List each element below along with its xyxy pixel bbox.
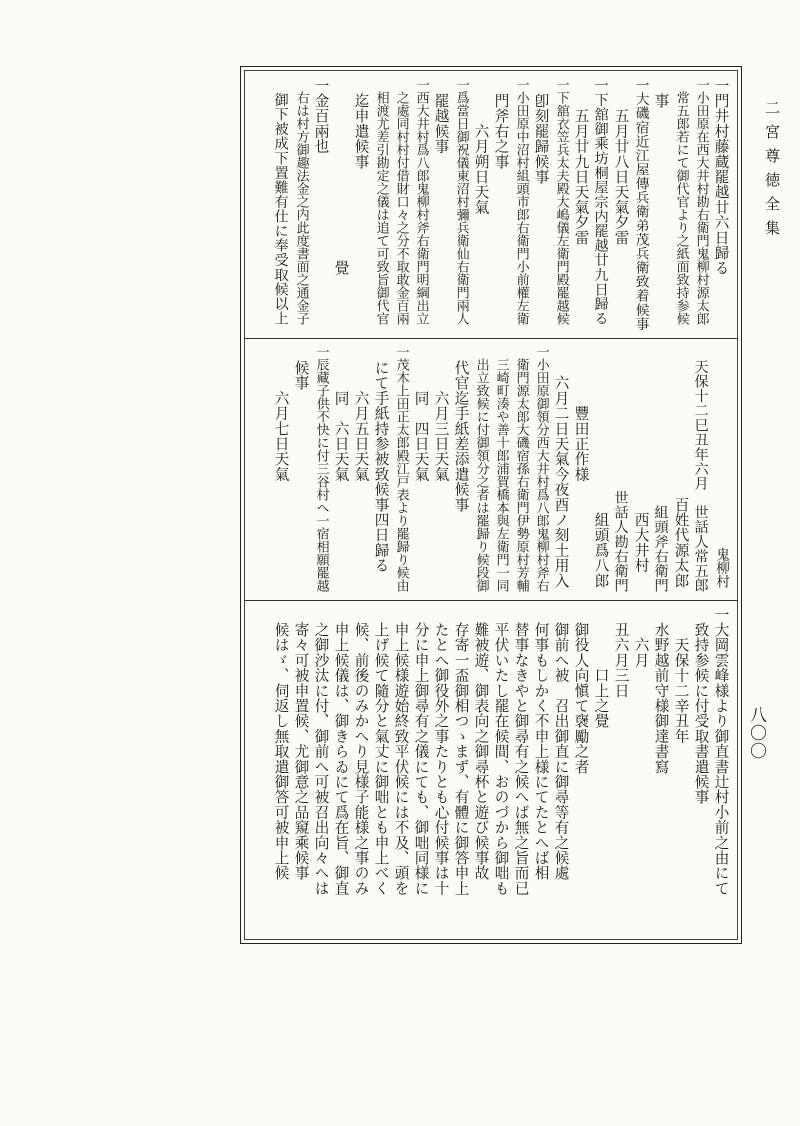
text-column: 御下被成下置難有仕に奉受取候以上 — [272, 78, 289, 326]
text-column: 口上之覺 — [592, 607, 610, 729]
text-column: 一小田原御領分西大井村爲八郎鬼柳村斧右 — [533, 345, 549, 592]
text-column: 上げ候て隨分と氣丈に御咄とも申上べく — [372, 607, 390, 896]
section-divider-2 — [244, 600, 738, 601]
page-number: 八〇〇 — [746, 706, 766, 760]
text-column: 何事もしかく不申上様にてたとへば相 — [532, 607, 550, 881]
text-column: 丑六月三日 — [612, 607, 630, 699]
text-column: 分に申上御尋有之儀にても、御咄同様に — [412, 607, 430, 896]
text-column: 天保十二巳丑年六月 世話人常五郎 — [692, 345, 709, 593]
text-column: 御前へ被 召出御直に御尋等有之候處 — [552, 607, 570, 881]
text-column: 相渡尤差引勘定之儀は追て可致旨御代官 — [373, 78, 389, 325]
text-column: 一茂木上田正太郎殿江戸表より罷歸り候由 — [393, 345, 409, 592]
text-column: 世話人勘右衛門 — [612, 345, 629, 593]
text-column: 一爲當日御祝儀東沼村彌兵衛仙右衛門兩人 — [453, 78, 469, 325]
text-column: 六月三日天氣 — [432, 345, 450, 482]
text-column: 一下舘御乘坊桐屋宗内罷越廿九日歸る — [592, 78, 609, 326]
text-column: 西大井村 — [632, 345, 650, 573]
text-column: 寄々可被申置候、尤御意之品窺乘候事 — [292, 607, 310, 881]
text-column: 申上候様遊始終致平伏候には不及、頭を — [392, 607, 410, 896]
text-column: 一下舘衣笠兵太夫殿大嶋儀左衛門殿罷越候 — [553, 78, 569, 325]
text-column: 罷越候事 — [432, 78, 450, 154]
text-column: 天保十二辛丑年 — [672, 607, 690, 744]
text-column: 一大磯宿近江屋傳兵衛弟茂兵衛致着候事 — [632, 78, 649, 331]
text-column: 六月七日天氣 — [272, 345, 290, 482]
text-column: 迄申遣候事 — [352, 78, 370, 170]
text-column: 衛門源太郎大磯宿孫右衛門伊勢原村芳輔 — [513, 345, 529, 592]
text-column: 致持参候に付受取書遣候事 — [692, 607, 710, 805]
text-column: 一小田原中沼村組頭市郎右衛門小前權左衛 — [513, 78, 529, 325]
text-column: 一辰藏子供不快に付三谷村へ一宿相願罷越 — [313, 345, 329, 592]
text-column: 申上候儀は、御きらゐにて爲在旨、御直 — [332, 607, 350, 896]
text-column: 存寄一盃御相つゝまず、有體に御答申上 — [452, 607, 470, 896]
text-column: 同 四日天氣 — [412, 345, 430, 482]
text-column: 組頭斧右衛門 — [652, 345, 669, 593]
text-column: 豐田正作様 — [572, 345, 590, 482]
text-column: 候事 — [292, 345, 310, 391]
text-column: 代官迄手紙差添遣候事 — [452, 345, 470, 513]
text-column: 一小田原在西大井村勘右衛門鬼柳村源太郎 — [693, 78, 709, 325]
text-column: 組頭爲八郎 — [592, 345, 610, 589]
text-column: 百姓代源太郎 — [672, 345, 690, 589]
text-column: 出立致候に付御領分之者は罷歸り候段御 — [473, 345, 489, 592]
text-column: 同 六日天氣 — [332, 345, 350, 482]
text-column: 一金百兩也 — [312, 78, 330, 154]
text-column: 六月二日天氣今夜酉ノ刻土用入 — [552, 345, 570, 589]
text-column: 五月廿八日天氣夕雷 — [612, 78, 630, 246]
text-column: 一門井村藤蔵罷越廿六日歸る — [712, 78, 730, 276]
text-column: にて手紙持参被致候事四日歸る — [372, 345, 390, 573]
text-column: 之御沙汰に付、御前へ可被召出向々へは — [312, 607, 330, 896]
text-column: 覺 — [332, 78, 350, 276]
text-column: 常五郎若にて御代官より之紙面致持参候 — [673, 78, 689, 325]
text-column: 一大岡雲峰様より御直書辻村小前之由にて — [712, 607, 730, 896]
text-column: 三崎町湊や善十郎浦賀橋本與左衛門一同 — [493, 345, 509, 592]
text-column: 水野越前守様御達書寫 — [652, 607, 670, 775]
text-column: 難被遊、御表向之御尋杯と遊び候事故 — [472, 607, 490, 881]
text-column: 六月五日天氣 — [352, 345, 370, 482]
text-column: 鬼柳村 — [713, 345, 729, 589]
text-column: 候、前後のみかへり見様子能様之事のみ — [352, 607, 370, 896]
text-column: 門斧右之事 — [492, 78, 510, 170]
text-column: 之處同村村付借財口々之分不取敢金百兩 — [393, 78, 409, 325]
running-head: 二宮尊徳全集 — [763, 100, 781, 244]
text-column: 卽刻罷歸候事 — [532, 78, 550, 185]
text-column: 六月 — [632, 607, 650, 668]
section-divider-1 — [244, 338, 738, 339]
text-column: 候はゞ、伺返し無取遣御答可被申上候 — [272, 607, 290, 881]
text-column: 一西大井村爲八郎鬼柳村斧右衛門明綱出立 — [413, 78, 429, 325]
text-column: 右は村方御趣法金之内此度書面之通金子 — [293, 78, 309, 325]
text-column: 五月廿九日天氣夕雷 — [572, 78, 590, 246]
text-column: 事 — [652, 78, 670, 109]
text-column: 御役人向愼て襃勵之者 — [572, 607, 590, 775]
text-column: 平伏いたし罷在候間、おのづから御咄も — [492, 607, 510, 896]
text-column: たとへ御役外之事たりとも心付候事は十 — [432, 607, 450, 896]
text-column: 六月朔日天氣 — [472, 78, 490, 215]
text-column: 替事なきやと御尋有之候へば無之旨而已 — [512, 607, 530, 896]
